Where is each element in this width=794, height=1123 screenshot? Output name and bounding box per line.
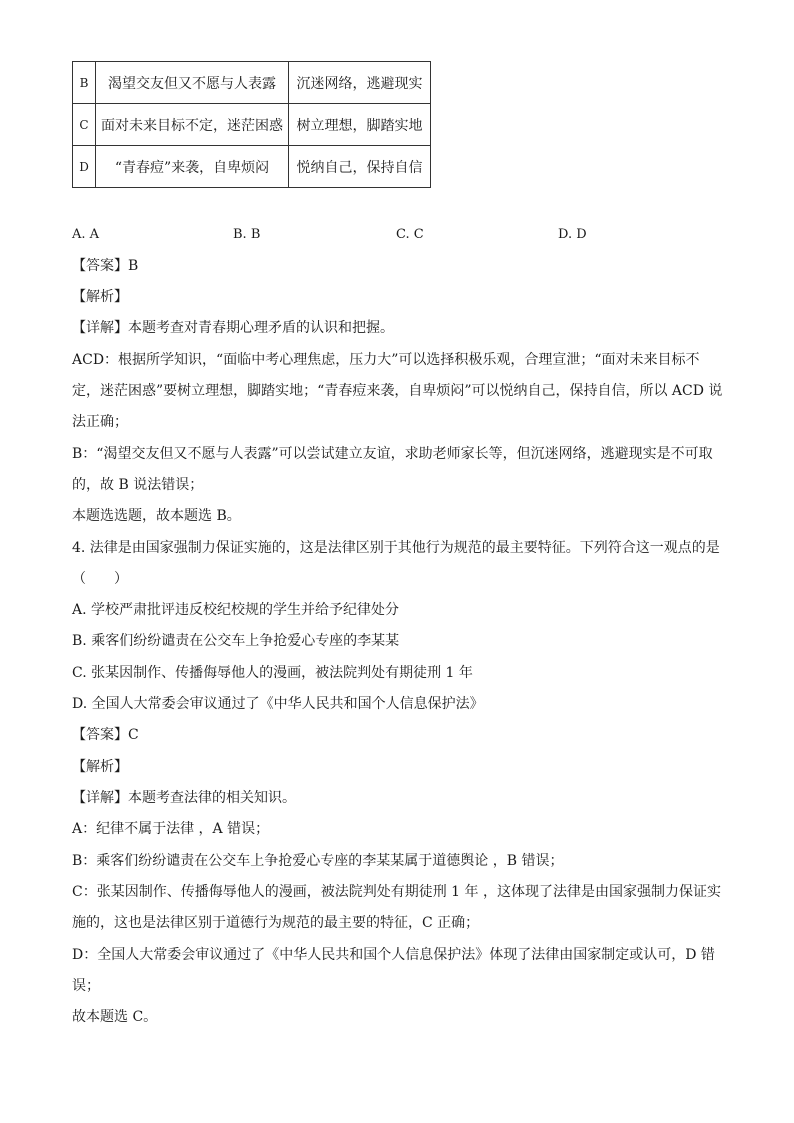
q3-analysis-heading: 【解析】 [72, 289, 128, 305]
row-response: 悦纳自己，保持自信 [289, 146, 431, 188]
row-situation: 渴望交友但又不愿与人表露 [96, 62, 289, 104]
q4-option-b: B. 乘客们纷纷谴责在公交车上争抢爱心专座的李某某 [72, 633, 400, 649]
table-row [73, 104, 431, 146]
row-situation: “青春痘”来袭，自卑烦闷 [96, 146, 289, 188]
q3-acd-line-1: ACD：根据所学知识，“面临中考心理焦虑，压力大”可以选择积极乐观，合理宣泄；“面对未来目标不 [72, 352, 700, 368]
q4-answer: 【答案】C [72, 727, 139, 743]
q4-detail: 【详解】本题考查法律的相关知识。 [72, 790, 296, 806]
q3-acd-line-2: 定，迷茫困惑”要树立理想，脚踏实地；“青春痘来袭，自卑烦闷”可以悦纳自己，保持自信，所以 ACD 说 [72, 383, 723, 399]
q3-answer: 【答案】B [72, 258, 139, 274]
row-key: B [73, 62, 96, 104]
row-key: C [73, 104, 96, 146]
row-response: 沉迷网络，逃避现实 [289, 62, 431, 104]
choice-d: D. D [558, 227, 587, 242]
q4-b-line: B：乘客们纷纷谴责在公交车上争抢爱心专座的李某某属于道德舆论 ，B 错误； [72, 853, 564, 869]
options-table [72, 61, 431, 188]
row-key: D [73, 146, 96, 188]
q4-stem-line-2: （ ） [72, 571, 128, 587]
q4-analysis-heading: 【解析】 [72, 759, 128, 775]
table-row [73, 146, 431, 188]
q4-conclusion: 故本题选 C。 [72, 1009, 158, 1025]
q3-acd-line-3: 法正确； [72, 414, 128, 430]
q3-b-line-2: 的，故 B 说法错误； [72, 477, 204, 493]
q4-c-line-1: C：张某因制作、传播侮辱他人的漫画，被法院判处有期徒刑 1 年 ，这体现了法律是由国家强制力保证实 [72, 884, 721, 900]
q4-d-line-1: D：全国人大常委会审议通过了《中华人民共和国个人信息保护法》体现了法律由国家制定或认可，D 错 [72, 947, 715, 963]
q3-conclusion: 本题选选题，故本题选 B。 [72, 508, 241, 524]
q4-c-line-2: 施的，这也是法律区别于道德行为规范的最主要的特征，C 正确； [72, 915, 480, 931]
table-row [73, 62, 431, 104]
q4-a-line: A：纪律不属于法律 ，A 错误； [72, 821, 270, 837]
row-response: 树立理想，脚踏实地 [289, 104, 431, 146]
q3-detail: 【详解】本题考查对青春期心理矛盾的认识和把握。 [72, 320, 394, 336]
q4-option-d: D. 全国人大常委会审议通过了《中华人民共和国个人信息保护法》 [72, 696, 484, 712]
choice-c: C. C [396, 227, 424, 242]
answer-choices [0, 225, 794, 245]
q4-stem-line-1: 4. 法律是由国家强制力保证实施的，这是法律区别于其他行为规范的最主要特征。下列符合这一观点的是 [72, 540, 720, 556]
q4-option-c: C. 张某因制作、传播侮辱他人的漫画，被法院判处有期徒刑 1 年 [72, 665, 473, 681]
q4-d-line-2: 误； [72, 978, 100, 994]
row-situation: 面对未来目标不定，迷茫困惑 [96, 104, 289, 146]
q3-b-line-1: B：“渴望交友但又不愿与人表露”可以尝试建立友谊，求助老师家长等，但沉迷网络，逃避现实是不可取 [72, 446, 713, 462]
q4-option-a: A. 学校严肃批评违反校纪校规的学生并给予纪律处分 [72, 602, 400, 618]
choice-a: A. A [72, 227, 100, 242]
choice-b: B. B [233, 227, 261, 242]
